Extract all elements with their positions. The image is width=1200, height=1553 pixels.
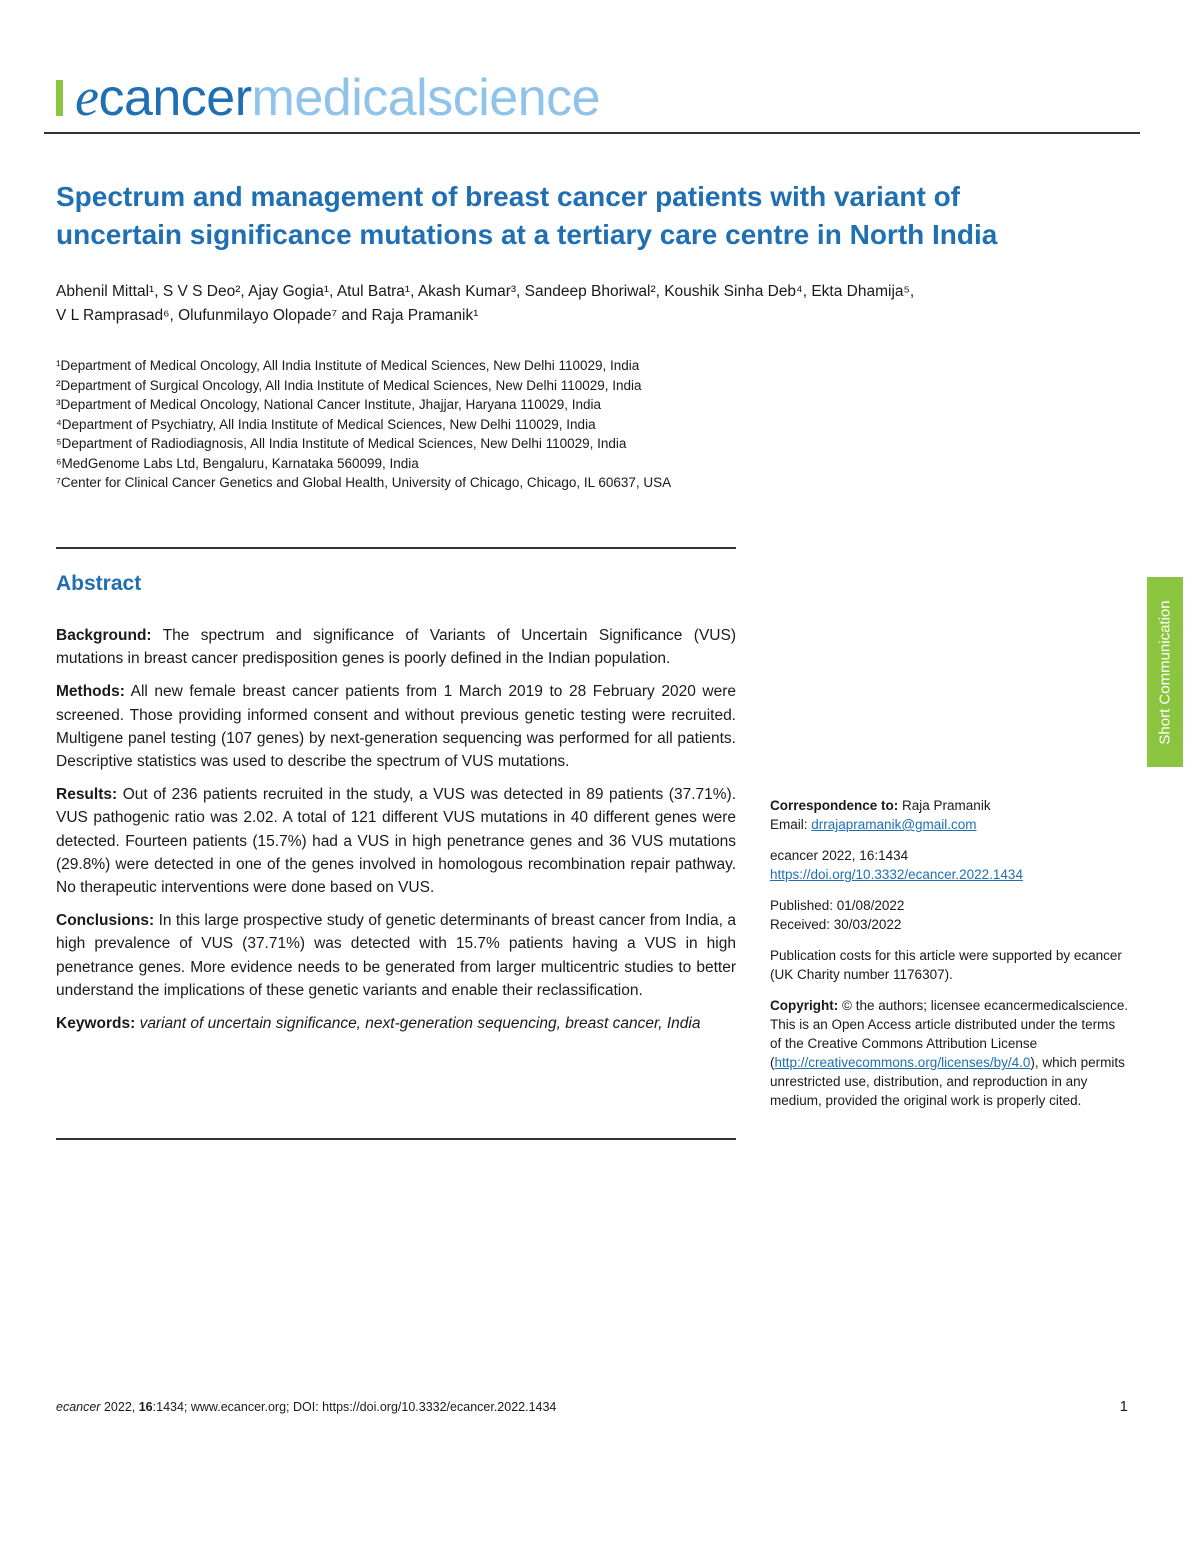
affiliation-item: ²Department of Surgical Oncology, All India Institute of Medical Sciences, New Delhi 110029, India bbox=[56, 377, 642, 393]
abstract-heading: Abstract bbox=[56, 572, 142, 595]
correspondence-block: Correspondence to: Raja Pramanik Email: drrajapramanik@gmail.com bbox=[770, 798, 991, 832]
article-type-label: Short Communication bbox=[1156, 599, 1174, 745]
abstract-keywords: Keywords: variant of uncertain significance, next-generation sequencing, breast cancer, India bbox=[56, 1015, 701, 1033]
journal-logo: ecancermedicalscience bbox=[75, 67, 601, 127]
author-line: Abhenil Mittal¹, S V S Deo², Ajay Gogia¹, Atul Batra¹, Akash Kumar³, Sandeep Bhoriwal², Koushik Sinha Deb⁴, Ekta Dhamija⁵, bbox=[56, 283, 915, 300]
abstract-results: Results: Out of 236 patients recruited in the study, a VUS was detected in 89 patients (37.71%). VUS pathogenic ratio was 2.02. A total of 121 different VUS mutations in 40 different genes were detected. Fourteen patients (15.7%) had a VUS in high penetrance genes and 36 VUS mutations (29.8%) were detected in one of the genes involved in homologous recombination repair pathway. No therapeutic interventions were done based on VUS. bbox=[56, 786, 736, 897]
author-list bbox=[56, 280, 1096, 328]
page-footer: ecancer 2022, 16:1434; www.ecancer.org; DOI: https://doi.org/10.3332/ecancer.2022.1434 1 bbox=[56, 1398, 1128, 1415]
affiliation-item: ⁴Department of Psychiatry, All India Institute of Medical Sciences, New Delhi 110029, India bbox=[56, 416, 596, 432]
abstract-top-divider bbox=[56, 547, 736, 549]
received-date: Received: 30/03/2022 bbox=[770, 917, 902, 932]
citation-text: ecancer 2022, 16:1434 bbox=[770, 848, 909, 863]
abstract-bottom-divider bbox=[56, 1138, 736, 1140]
journal-masthead bbox=[56, 67, 601, 127]
copyright-block: Copyright: © the authors; licensee ecancermedicalscience. This is an Open Access article distributed under the terms of the Creative Commons Attribution License (http://creativecommons.org/licenses/by/4.0), which permits unrestricted use, distribution, and reproduction in any medium, provided the original work is properly cited. bbox=[770, 998, 1129, 1108]
abstract-conclusions: Conclusions: In this large prospective study of genetic determinants of breast cancer from India, a high prevalence of VUS (37.71%) was detected with 15.7% patients having a VUS in high penetrance genes. More evidence needs to be generated from larger multicentric studies to better understand the implications of these genetic variants and enable their reclassification. bbox=[56, 912, 736, 999]
abstract-body bbox=[56, 624, 736, 1045]
abstract-background: Background: The spectrum and significance of Variants of Uncertain Significance (VUS) mutations in breast cancer predisposition genes is poorly defined in the Indian population. bbox=[56, 627, 736, 668]
page-number: 1 bbox=[1119, 1398, 1128, 1415]
author-line: V L Ramprasad⁶, Olufunmilayo Olopade⁷ and Raja Pramanik¹ bbox=[56, 307, 479, 324]
affiliation-item: ⁷Center for Clinical Cancer Genetics and Global Health, University of Chicago, Chicago, IL 60637, USA bbox=[56, 475, 672, 490]
publication-costs: Publication costs for this article were supported by ecancer (UK Charity number 1176307). bbox=[770, 948, 1122, 982]
article-info-sidebar bbox=[770, 796, 1130, 1122]
dates-block bbox=[770, 896, 1130, 934]
article-type-tab bbox=[1147, 577, 1183, 767]
citation-block bbox=[770, 846, 1130, 884]
article-title: Spectrum and management of breast cancer patients with variant of uncertain significance mutations at a tertiary care centre in North India bbox=[56, 181, 998, 250]
affiliation-list bbox=[56, 356, 816, 493]
affiliation-item: ⁵Department of Radiodiagnosis, All India Institute of Medical Sciences, New Delhi 110029, India bbox=[56, 436, 627, 451]
affiliation-item: ⁶MedGenome Labs Ltd, Bengaluru, Karnataka 560099, India bbox=[56, 455, 419, 471]
email-link[interactable]: drrajapramanik@gmail.com bbox=[811, 817, 977, 832]
abstract-methods: Methods: All new female breast cancer patients from 1 March 2019 to 28 February 2020 were screened. Those providing informed consent and without previous genetic testing were recruited. Multigene panel testing (107 genes) by next-generation sequencing was performed for all patients. Descriptive statistics was used to describe the spectrum of VUS mutations. bbox=[56, 683, 737, 771]
affiliation-item: ¹Department of Medical Oncology, All India Institute of Medical Sciences, New Delhi 110029, India bbox=[56, 358, 640, 373]
license-link[interactable]: http://creativecommons.org/licenses/by/4.0 bbox=[774, 1055, 1031, 1070]
doi-link[interactable]: https://doi.org/10.3332/ecancer.2022.1434 bbox=[770, 867, 1023, 882]
masthead-accent-bar bbox=[56, 80, 63, 116]
published-date: Published: 01/08/2022 bbox=[770, 898, 905, 913]
affiliation-item: ³Department of Medical Oncology, National Cancer Institute, Jhajjar, Haryana 110029, India bbox=[56, 397, 602, 412]
header-divider bbox=[44, 132, 1140, 134]
